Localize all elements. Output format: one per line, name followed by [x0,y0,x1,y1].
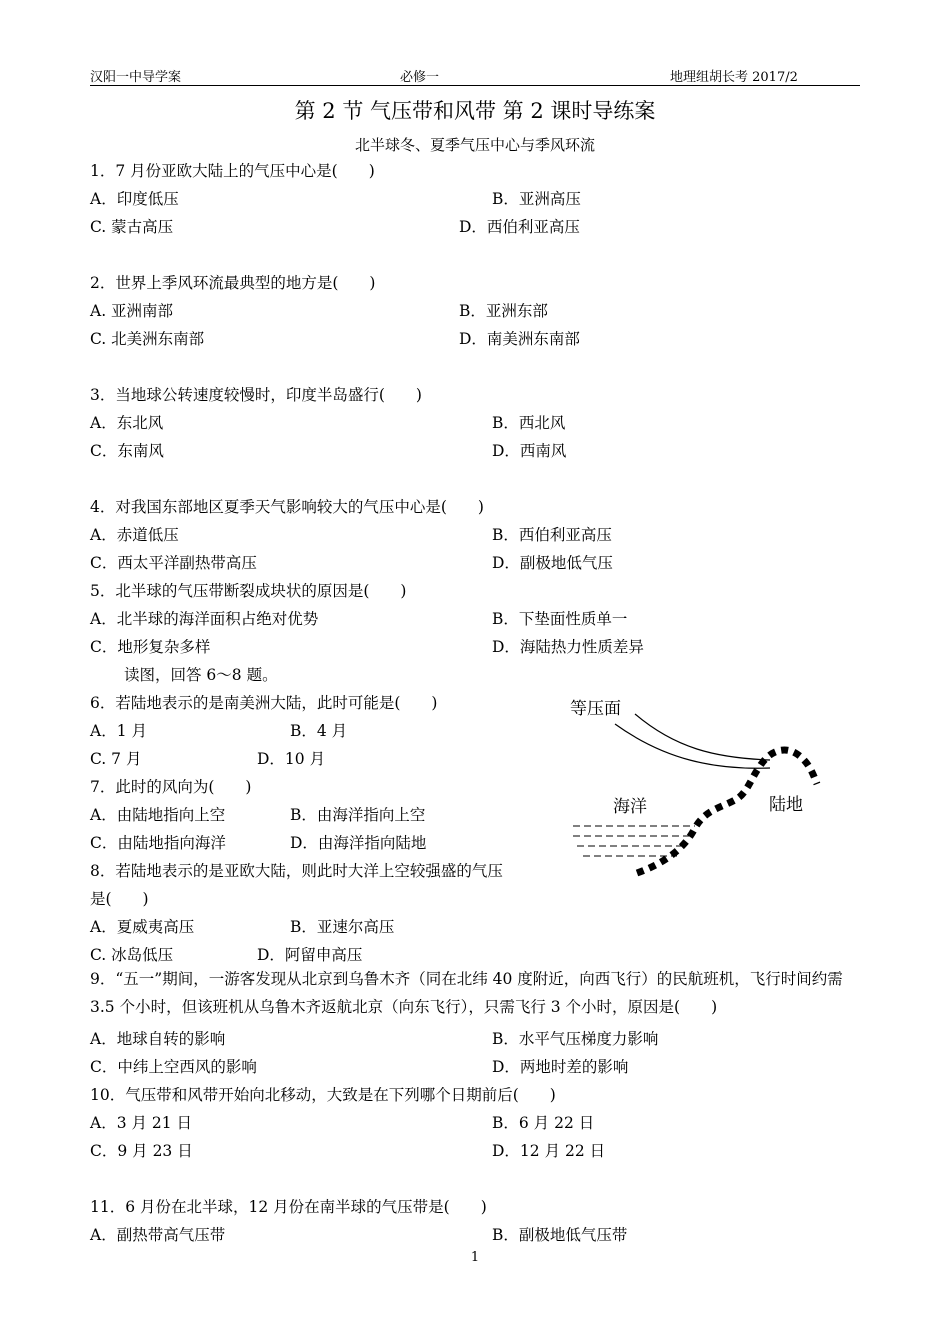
question-1-option-d: D．西伯利亚高压 [459,218,580,236]
question-6-option-c: C. 7 月 [90,750,142,768]
isobar-figure [565,688,865,888]
question-3-option-d: D．西南风 [492,442,567,460]
header-rule [90,85,860,86]
question-10-option-a: A．3 月 21 日 [90,1114,193,1132]
question-9-option-a: A．地球自转的影响 [90,1030,226,1048]
isobar-line-upper [635,714,770,760]
question-8-option-a: A．夏威夷高压 [90,918,195,936]
question-4-option-a: A．赤道低压 [90,526,179,544]
question-10-option-d: D．12 月 22 日 [492,1142,606,1160]
question-7-option-d: D．由海洋指向陆地 [290,834,427,852]
question-8-option-c: C. 冰岛低压 [90,946,174,964]
question-1-option-c: C. 蒙古高压 [90,218,174,236]
question-4-stem: 4．对我国东部地区夏季天气影响较大的气压中心是( ) [90,498,484,516]
question-3-option-c: C．东南风 [90,442,164,460]
question-10-option-c: C．9 月 23 日 [90,1142,193,1160]
question-7-option-b: B．由海洋指向上空 [290,806,426,824]
question-2-option-b: B．亚洲东部 [459,302,548,320]
question-11-option-a: A．副热带高气压带 [90,1226,226,1244]
question-9-option-c: C．中纬上空西风的影响 [90,1058,257,1076]
question-7-option-c: C．由陆地指向海洋 [90,834,226,852]
question-1-stem: 1．7 月份亚欧大陆上的气压中心是( ) [90,162,375,180]
question-11-stem: 11．6 月份在北半球，12 月份在南半球的气压带是( ) [90,1198,487,1216]
question-3-stem: 3．当地球公转速度较慢时，印度半岛盛行( ) [90,386,422,404]
ocean-label: 海洋 [613,797,647,817]
question-2-option-d: D．南美洲东南部 [459,330,580,348]
header-left: 汉阳一中导学案 [90,70,182,85]
question-1-option-b: B．亚洲高压 [492,190,581,208]
header-center: 必修一 [400,70,440,85]
page-number: 1 [470,1250,480,1265]
question-5-option-b: B．下垫面性质单一 [492,610,628,628]
question-8-option-d: D．阿留申高压 [257,946,363,964]
question-2-option-c: C. 北美洲东南部 [90,330,205,348]
question-5-option-d: D．海陆热力性质差异 [492,638,644,656]
question-3-option-b: B．西北风 [492,414,566,432]
question-5-option-c: C．地形复杂多样 [90,638,211,656]
question-6-option-d: D．10 月 [257,750,326,768]
question-8-stem: 8．若陆地表示的是亚欧大陆，则此时大洋上空较强盛的气压 [90,862,503,880]
question-6-stem: 6．若陆地表示的是南美洲大陆，此时可能是( ) [90,694,438,712]
question-7-stem: 7．此时的风向为( ) [90,778,252,796]
question-9-option-d: D．两地时差的影响 [492,1058,629,1076]
question-7-option-a: A．由陆地指向上空 [90,806,226,824]
question-4-option-d: D．副极地低气压 [492,554,613,572]
question-11-option-b: B．副极地低气压带 [492,1226,628,1244]
question-9-option-b: B．水平气压梯度力影响 [492,1030,659,1048]
question-1-option-a: A．印度低压 [90,190,179,208]
question-10-option-b: B．6 月 22 日 [492,1114,595,1132]
question-6-option-a: A．1 月 [90,722,147,740]
question-8-stem-cont: 是( ) [90,890,149,908]
question-5-option-a: A．北半球的海洋面积占绝对优势 [90,610,319,628]
header-right: 地理组胡长考 2017/2 [670,70,798,85]
isobar-label: 等压面 [570,699,621,719]
page-title: 第 2 节 气压带和风带 第 2 课时导练案 [294,99,656,123]
question-8-option-b: B．亚速尔高压 [290,918,395,936]
question-6-option-b: B．4 月 [290,722,348,740]
question-2-option-a: A. 亚洲南部 [90,302,174,320]
land-label: 陆地 [769,795,803,815]
question-2-stem: 2．世界上季风环流最典型的地方是( ) [90,274,376,292]
isobar-line-lower [615,724,770,768]
page-subtitle: 北半球冬、夏季气压中心与季风环流 [354,136,595,154]
question-4-option-c: C．西太平洋副热带高压 [90,554,257,572]
question-9-stem: 9．“五一”期间，一游客发现从北京到乌鲁木齐（同在北纬 40 度附近，向西飞行）的民航班机，飞行时间约需 3.5 个小时，但该班机从乌鲁木齐返航北京（向东飞行），只需飞行 3 个小时，原因是( ) [90,970,843,1016]
question-10-stem: 10．气压带和风带开始向北移动，大致是在下列哪个日期前后( ) [90,1086,556,1104]
question-3-option-a: A．东北风 [90,414,164,432]
read-figure-instruction: 读图，回答 6～8 题。 [124,666,278,684]
question-4-option-b: B．西伯利亚高压 [492,526,612,544]
question-5-stem: 5．北半球的气压带断裂成块状的原因是( ) [90,582,407,600]
